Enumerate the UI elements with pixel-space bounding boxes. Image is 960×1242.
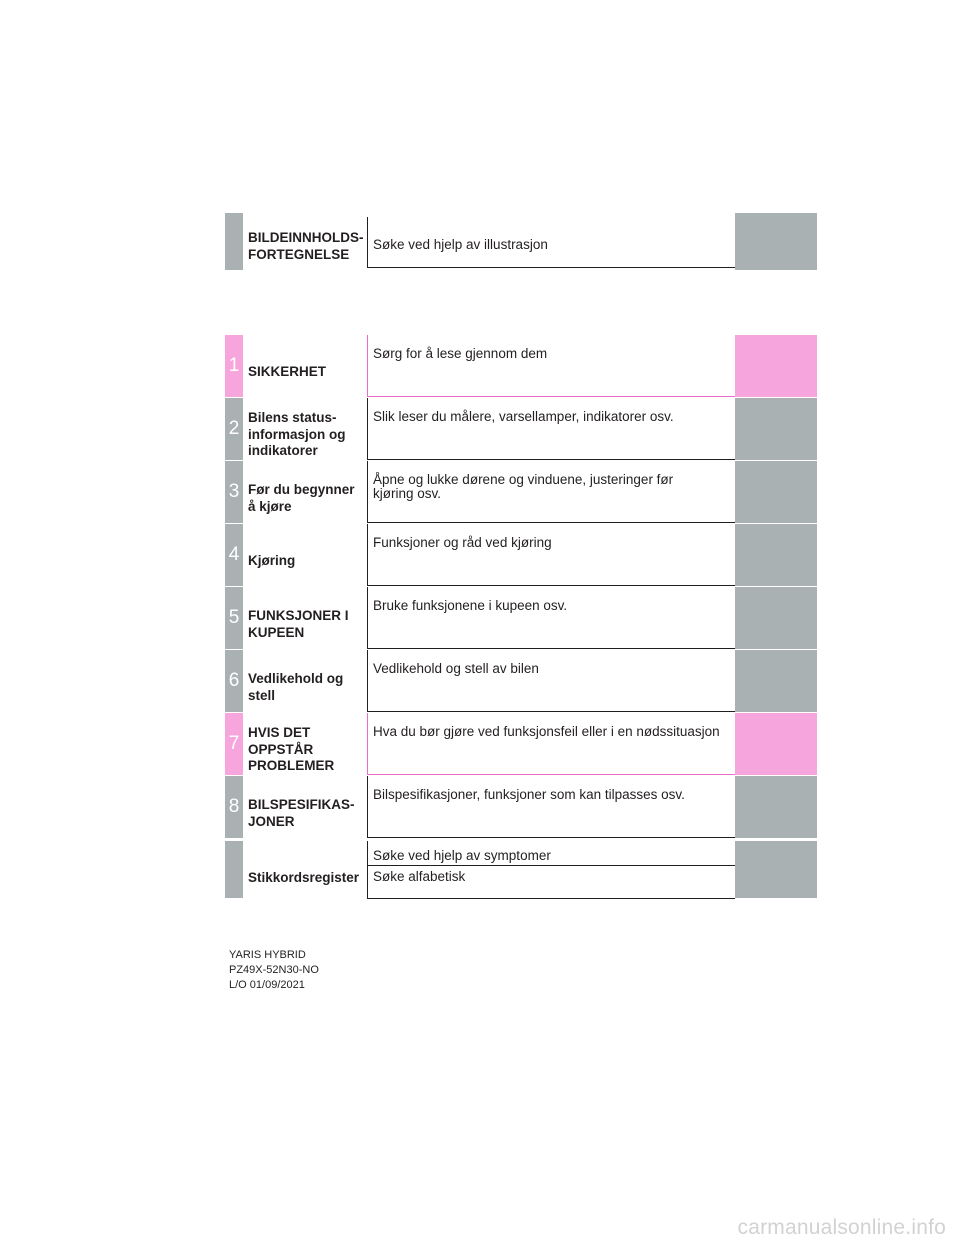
chapter-content <box>367 650 735 712</box>
footer-date: L/O 01/09/2021 <box>229 979 305 991</box>
chapter-heading: Før du begynner å kjøre <box>248 482 355 514</box>
chapter-description: Bruke funksjonene i kupeen osv. <box>373 598 568 613</box>
tab-left <box>225 776 243 838</box>
chapter-heading: Kjøring <box>248 553 296 568</box>
chapter-description: Hva du bør gjøre ved funksjonsfeil eller i en nødssituasjon <box>373 724 720 739</box>
section-content <box>367 217 735 268</box>
chapter-description: Slik leser du målere, varsellamper, indikatorer osv. <box>373 409 674 424</box>
chapter-content <box>367 524 735 586</box>
tab-right <box>735 213 817 270</box>
tab-right <box>735 841 817 898</box>
toc-header-row[interactable] <box>225 213 817 270</box>
chapter-row-7[interactable] <box>225 713 817 775</box>
chapter-row-6[interactable] <box>225 650 817 712</box>
watermark: carmanualsonline.info <box>737 1216 946 1239</box>
tab-left <box>225 524 243 586</box>
chapter-number: 4 <box>228 544 240 565</box>
tab-left <box>225 461 243 523</box>
tab-left <box>225 713 243 775</box>
chapter-row-3[interactable] <box>225 461 817 523</box>
chapter-content <box>367 461 735 523</box>
chapter-row-1[interactable] <box>225 335 817 397</box>
section-heading: BILDEINNHOLDS- FORTEGNELSE <box>248 230 364 262</box>
chapter-heading: Vedlikehold og stell <box>248 671 344 703</box>
chapter-content <box>367 713 735 775</box>
chapter-row-8[interactable] <box>225 776 817 838</box>
tab-right <box>735 650 817 712</box>
chapter-heading: Bilens status- informasjon og indikatorer <box>248 410 346 458</box>
chapter-heading: HVIS DET OPPSTÅR PROBLEMER <box>248 725 335 773</box>
tab-left <box>225 398 243 460</box>
tab-left <box>225 841 243 898</box>
chapter-description: Vedlikehold og stell av bilen <box>373 661 539 676</box>
chapter-number: 6 <box>228 670 240 691</box>
chapter-content <box>367 398 735 460</box>
chapter-description: Bilspesifikasjoner, funksjoner som kan tilpasses osv. <box>373 787 685 802</box>
footer-code: PZ49X-52N30-NO <box>229 964 319 976</box>
chapter-number: 5 <box>228 607 240 628</box>
chapter-heading: SIKKERHET <box>248 364 327 379</box>
chapter-number: 8 <box>228 796 240 817</box>
footer <box>229 948 319 993</box>
chapter-row-2[interactable] <box>225 398 817 460</box>
footer-model: YARIS HYBRID <box>229 949 306 961</box>
chapter-number: 1 <box>228 355 240 376</box>
tab-left <box>225 650 243 712</box>
tab-right <box>735 461 817 523</box>
chapter-content <box>367 335 735 397</box>
chapter-description: Funksjoner og råd ved kjøring <box>373 535 552 550</box>
index-description-alphabetical[interactable]: Søke alfabetisk <box>373 869 466 884</box>
index-row[interactable] <box>225 841 817 898</box>
tab-right <box>735 713 817 775</box>
chapter-heading: BILSPESIFIKAS- JONER <box>248 797 355 829</box>
chapter-description: Sørg for å lese gjennom dem <box>373 346 548 361</box>
chapter-number: 3 <box>228 481 240 502</box>
tab-right <box>735 335 817 397</box>
index-heading: Stikkordsregister <box>248 870 360 885</box>
chapter-description: Åpne og lukke dørene og vinduene, justeringer før kjøring osv. <box>373 472 674 501</box>
chapter-content <box>367 587 735 649</box>
section-description: Søke ved hjelp av illustrasjon <box>373 237 548 252</box>
chapter-row-4[interactable] <box>225 524 817 586</box>
index-content <box>367 841 735 899</box>
chapter-number: 2 <box>228 418 240 439</box>
index-divider <box>368 865 735 866</box>
tab-left <box>225 587 243 649</box>
tab-right <box>735 776 817 838</box>
chapter-row-5[interactable] <box>225 587 817 649</box>
tab-right <box>735 524 817 586</box>
chapter-heading: FUNKSJONER I KUPEEN <box>248 608 349 640</box>
tab-left <box>225 213 243 270</box>
index-description-symptoms[interactable]: Søke ved hjelp av symptomer <box>373 848 551 863</box>
tab-left <box>225 335 243 397</box>
tab-right <box>735 587 817 649</box>
tab-right <box>735 398 817 460</box>
chapter-number: 7 <box>228 733 240 754</box>
chapter-content <box>367 776 735 838</box>
